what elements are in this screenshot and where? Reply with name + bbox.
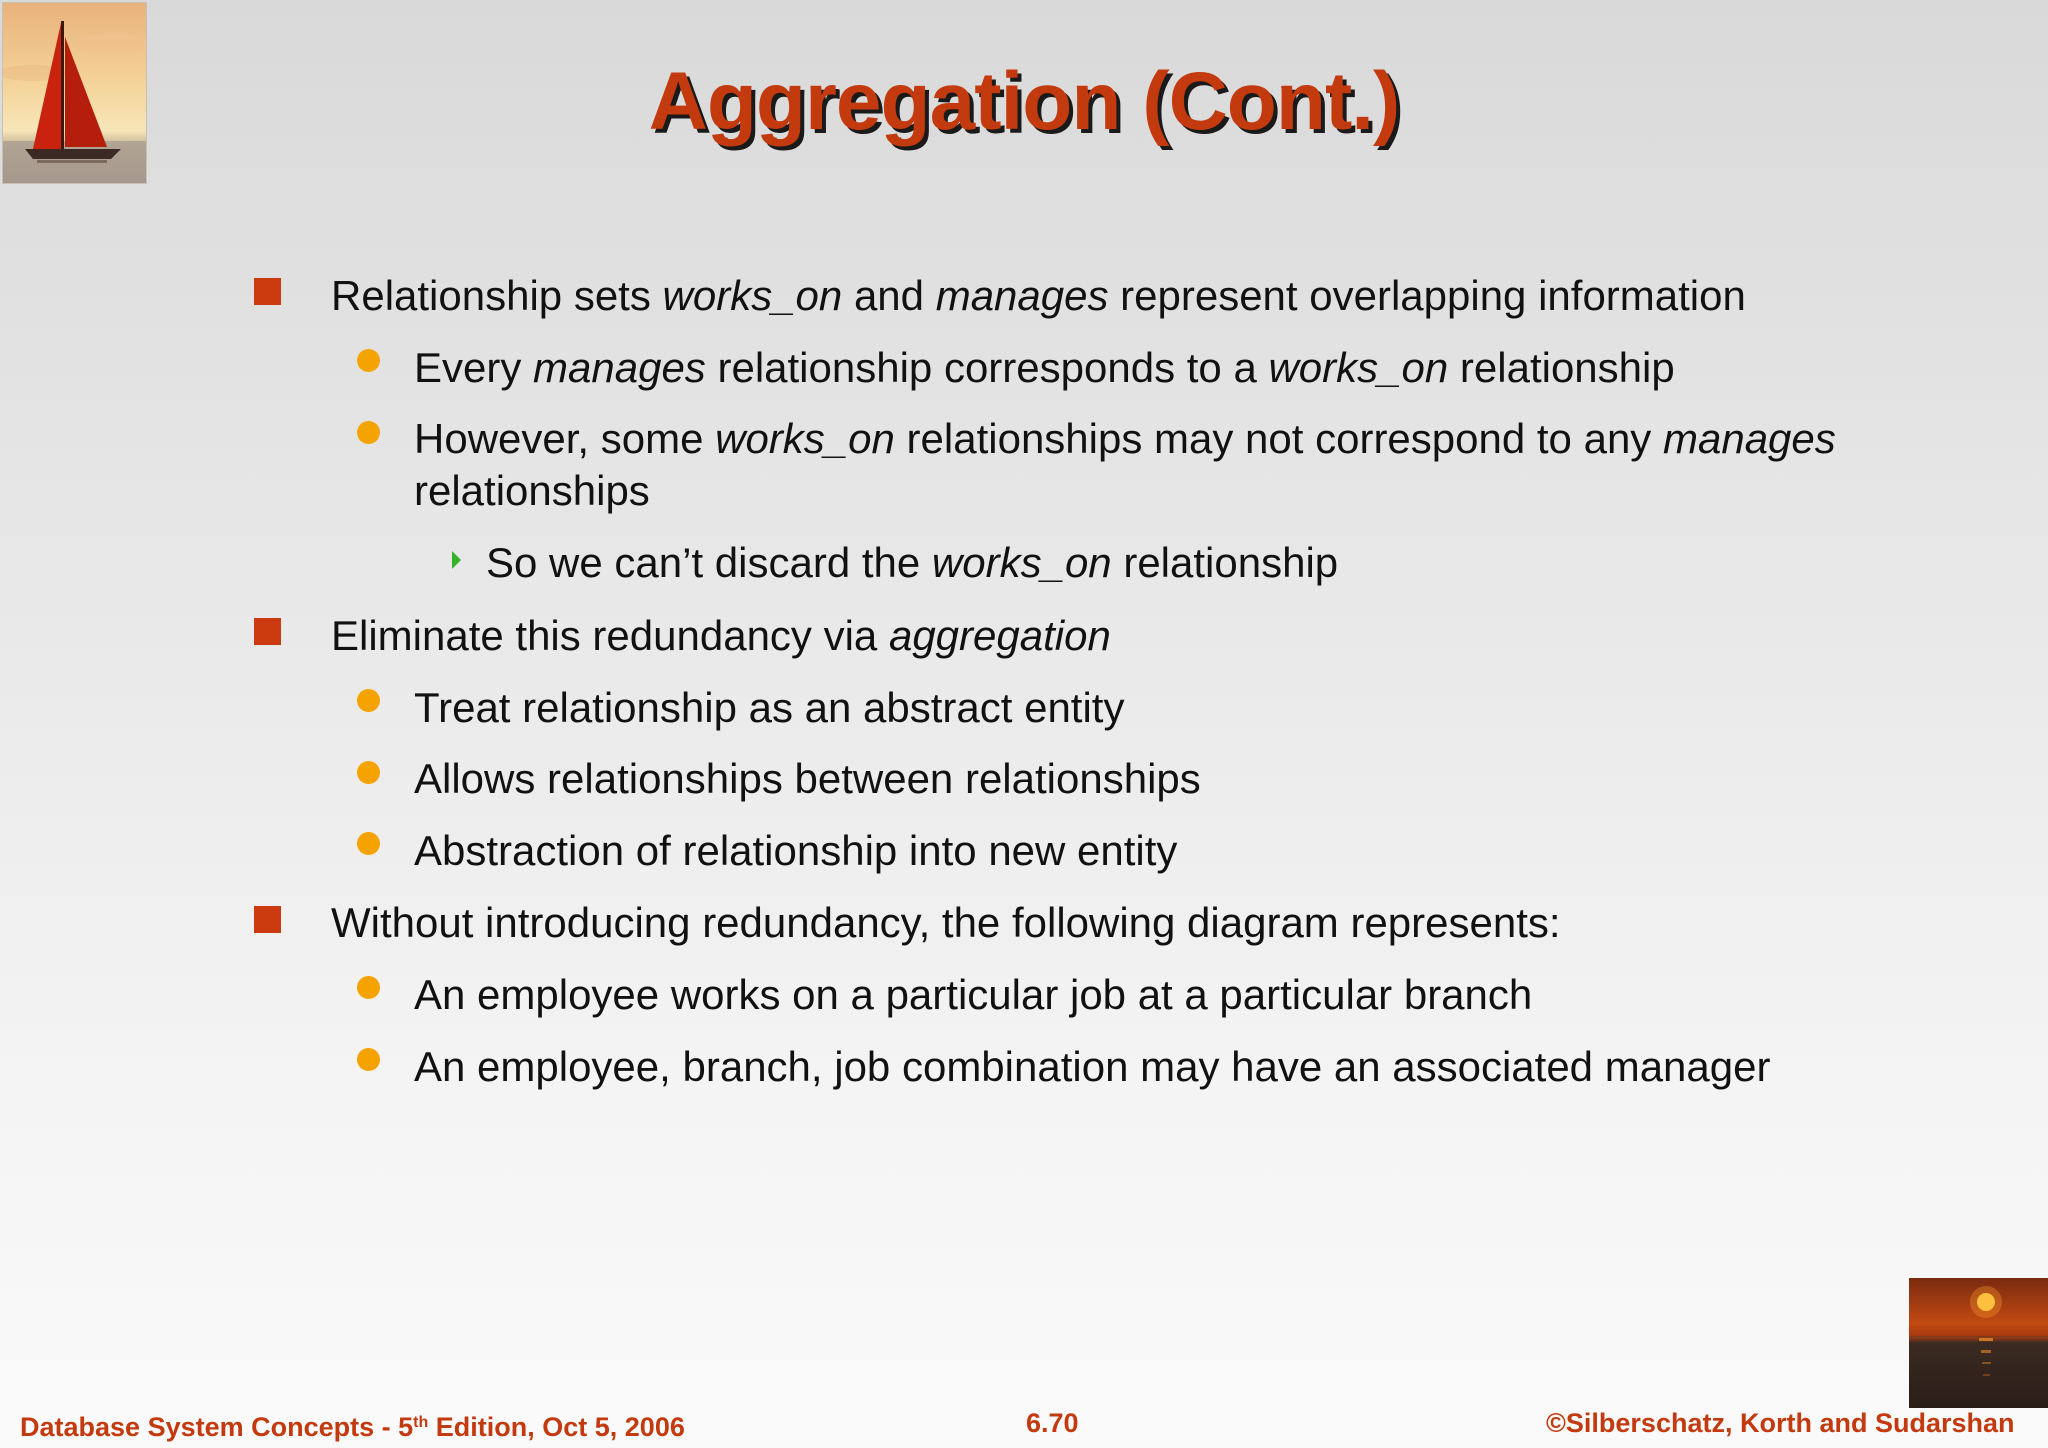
bullet-1-2-1-text: [486, 537, 1338, 589]
footer-text-run: Database System Concepts - 5: [20, 1412, 414, 1442]
text-run: However, some: [414, 415, 716, 462]
text-run: represent overlapping information: [1108, 272, 1746, 319]
footer-text-run: Edition, Oct 5, 2006: [428, 1412, 685, 1442]
round-bullet-icon: [357, 832, 380, 855]
round-bullet-icon: [357, 1048, 380, 1071]
footer-copyright: ©Silberschatz, Korth and Sudarshan: [1546, 1408, 2015, 1438]
bullet-1-2-continuation: [414, 465, 650, 517]
footer-slide-number: 6.70: [1026, 1408, 1079, 1438]
footer-superscript: th: [413, 1414, 429, 1431]
footer-book-title: [20, 1406, 685, 1444]
bullet-2-text: [331, 610, 1111, 662]
round-bullet-icon: [357, 689, 380, 712]
round-bullet-icon: [357, 761, 380, 784]
sunset-image: [1909, 1278, 2048, 1408]
bullet-1-text: [331, 270, 1746, 322]
text-run: relationship: [1111, 539, 1339, 586]
bullet-2-1-text: Treat relationship as an abstract entity: [414, 684, 1125, 731]
italic-term: works_on: [662, 272, 843, 319]
italic-term: manages: [935, 272, 1109, 319]
italic-term: works_on: [931, 539, 1112, 586]
square-bullet-icon: [254, 618, 281, 645]
text-run: relationships: [414, 467, 650, 514]
italic-term: manages: [1662, 415, 1836, 462]
italic-term: aggregation: [888, 612, 1111, 659]
bullet-2-3-text: Abstraction of relationship into new entity: [414, 827, 1178, 874]
text-run: Relationship sets: [331, 272, 663, 319]
round-bullet-icon: [357, 976, 380, 999]
text-run: So we can’t discard the: [486, 539, 932, 586]
text-run: relationship: [1448, 344, 1675, 391]
bullet-3-text: Without introducing redundancy, the following diagram represents:: [331, 899, 1561, 946]
bullet-3-2-text: An employee, branch, job combination may have an associated manager: [414, 1043, 1771, 1090]
text-run: and: [842, 272, 936, 319]
italic-term: works_on: [715, 415, 895, 462]
italic-term: manages: [533, 344, 706, 391]
bullet-3-1-text: An employee works on a particular job at a particular branch: [414, 971, 1533, 1018]
bullet-1-2-text: [414, 413, 1836, 465]
round-bullet-icon: [357, 421, 380, 444]
round-bullet-icon: [357, 349, 380, 372]
square-bullet-icon: [254, 278, 281, 305]
bullet-1-1-text: [414, 342, 1675, 394]
italic-term: works_on: [1268, 344, 1449, 391]
text-run: Eliminate this redundancy via: [331, 612, 889, 659]
text-run: Every: [414, 344, 534, 391]
text-run: relationships may not correspond to any: [894, 415, 1663, 462]
square-bullet-icon: [254, 906, 281, 933]
arrow-bullet-icon: [452, 551, 461, 569]
bullet-2-2-text: Allows relationships between relationships: [414, 755, 1201, 802]
text-run: relationship corresponds to a: [705, 344, 1269, 391]
slide-title: Aggregation (Cont.): [648, 56, 1400, 147]
